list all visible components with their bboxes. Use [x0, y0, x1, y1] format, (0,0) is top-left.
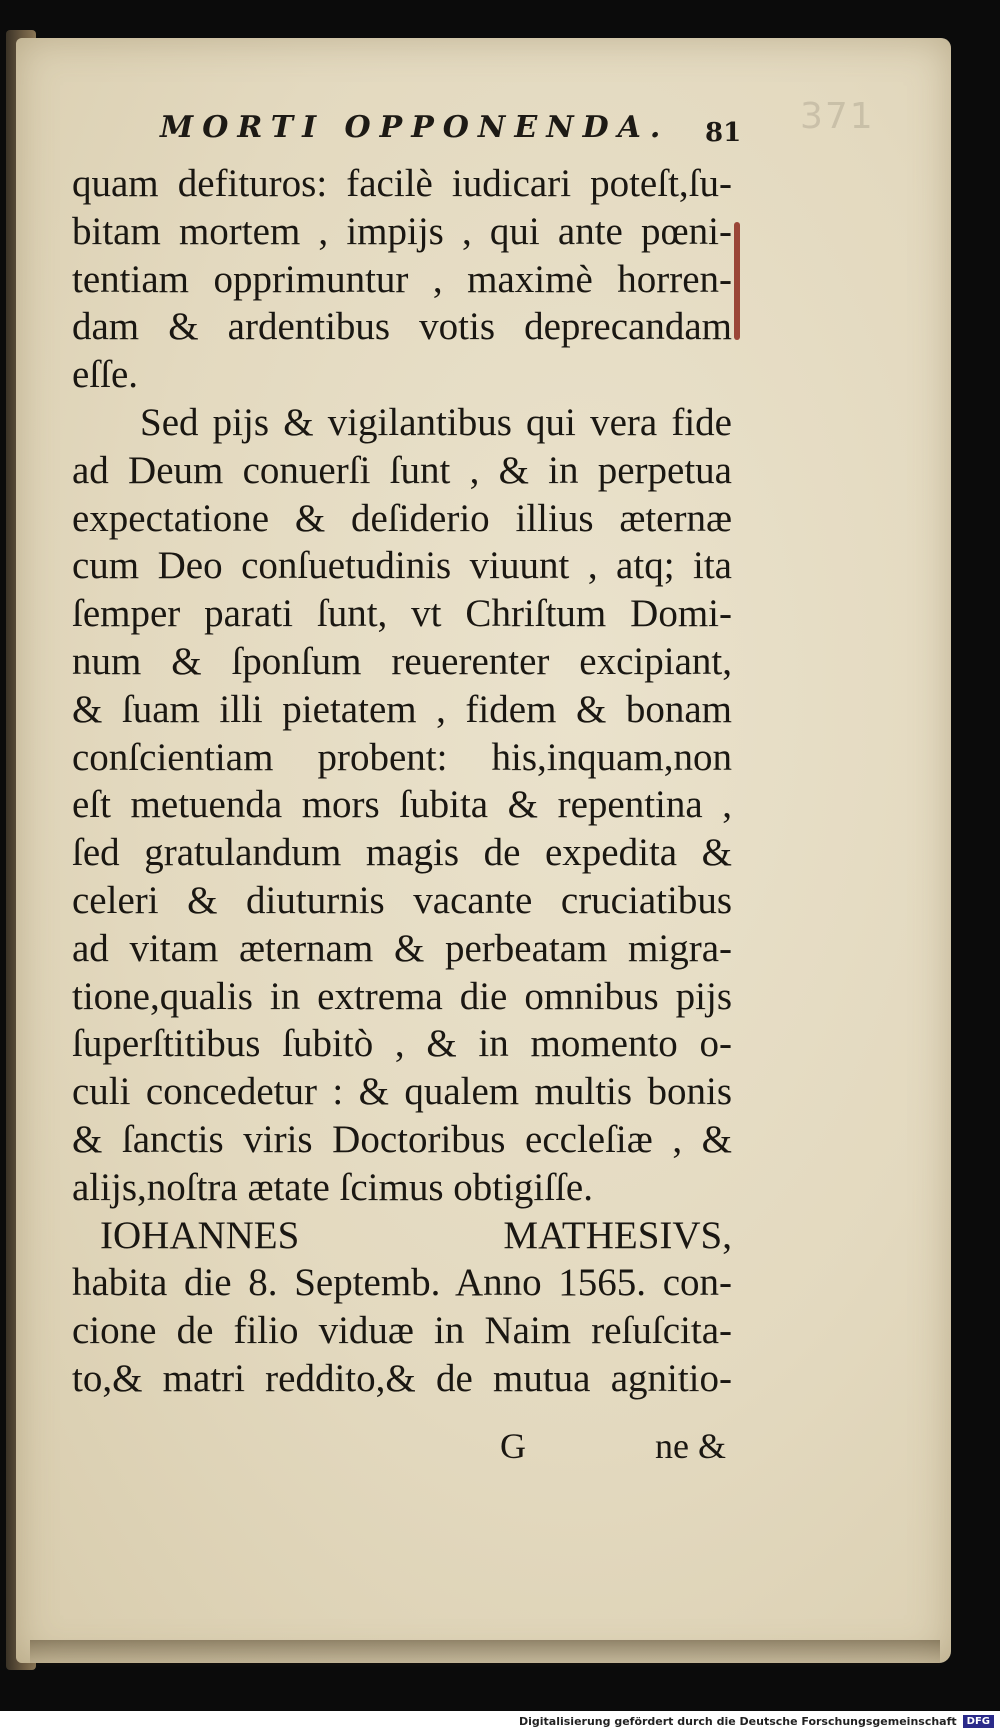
catchword: ne &	[655, 1426, 726, 1466]
text-line: culi concedetur : & qualem multis bonis	[72, 1070, 732, 1114]
signature-mark: G	[500, 1426, 526, 1466]
page-shadow	[30, 1640, 940, 1668]
text-line: ſemper parati ſunt, vt Chriſtum Domi-	[72, 592, 732, 636]
text-line: Sed pijs & vigilantibus qui vera fide	[140, 400, 732, 444]
text-line: bitam mortem , impijs , qui ante pœni-	[72, 209, 732, 253]
text-line: IOHANNES MATHESIVS,	[100, 1213, 732, 1257]
text-line: cum Deo conſuetudinis viuunt , atq; ita	[72, 544, 732, 588]
text-line: ſed gratulandum magis de expedita &	[72, 831, 732, 875]
text-line: eſſe.	[72, 353, 139, 397]
text-line: num & ſponſum reuerenter excipiant,	[72, 639, 732, 683]
text-line: quam defituros: facilè iudicari poteſt,ſu-	[72, 162, 732, 205]
text-line: cione de filio viduæ in Naim reſuſcita-	[72, 1309, 732, 1353]
text-line: ad vitam æternam & perbeatam migra-	[72, 926, 732, 970]
text-block	[72, 160, 732, 1403]
text-line: tione,qualis in extrema die omnibus pijs	[72, 974, 732, 1018]
text-line: tentiam opprimuntur , maximè horren-	[72, 257, 732, 301]
text-line: habita die 8. Septemb. Anno 1565. con-	[72, 1261, 732, 1305]
text-line: celeri & diuturnis vacante cruciatibus	[72, 878, 732, 922]
text-line: ſuperſtitibus ſubitò , & in momento o-	[72, 1022, 732, 1066]
text-line: & ſanctis viris Doctoribus eccleſiæ , &	[72, 1117, 732, 1161]
folio-number: 81	[705, 118, 742, 148]
text-line: dam & ardentibus votis deprecandam	[72, 305, 732, 349]
text-line: expectatione & deſiderio illius æternæ	[72, 496, 732, 540]
footer-credit: Digitalisierung gefördert durch die Deutsche Forschungsgemeinschaft	[518, 1714, 957, 1728]
footer-strip	[0, 1711, 1000, 1731]
text-line: ad Deum conuerſi ſunt , & in perpetua	[72, 448, 732, 492]
text-line: eſt metuenda mors ſubita & repentina ,	[72, 783, 732, 827]
text-line: & ſuam illi pietatem , fidem & bonam	[72, 687, 732, 731]
running-head: MORTI OPPONENDA.	[160, 110, 670, 145]
dfg-logo: DFG	[963, 1715, 994, 1728]
text-line: conſcientiam probent: his,inquam,non	[72, 735, 732, 779]
text-line: to,& matri reddito,& de mutua agnitio-	[72, 1356, 732, 1400]
pencil-note: 371	[800, 96, 875, 137]
margin-bracket-mark	[734, 222, 740, 340]
text-line: alijs,noſtra ætate ſcimus obtigiſſe.	[72, 1165, 593, 1209]
